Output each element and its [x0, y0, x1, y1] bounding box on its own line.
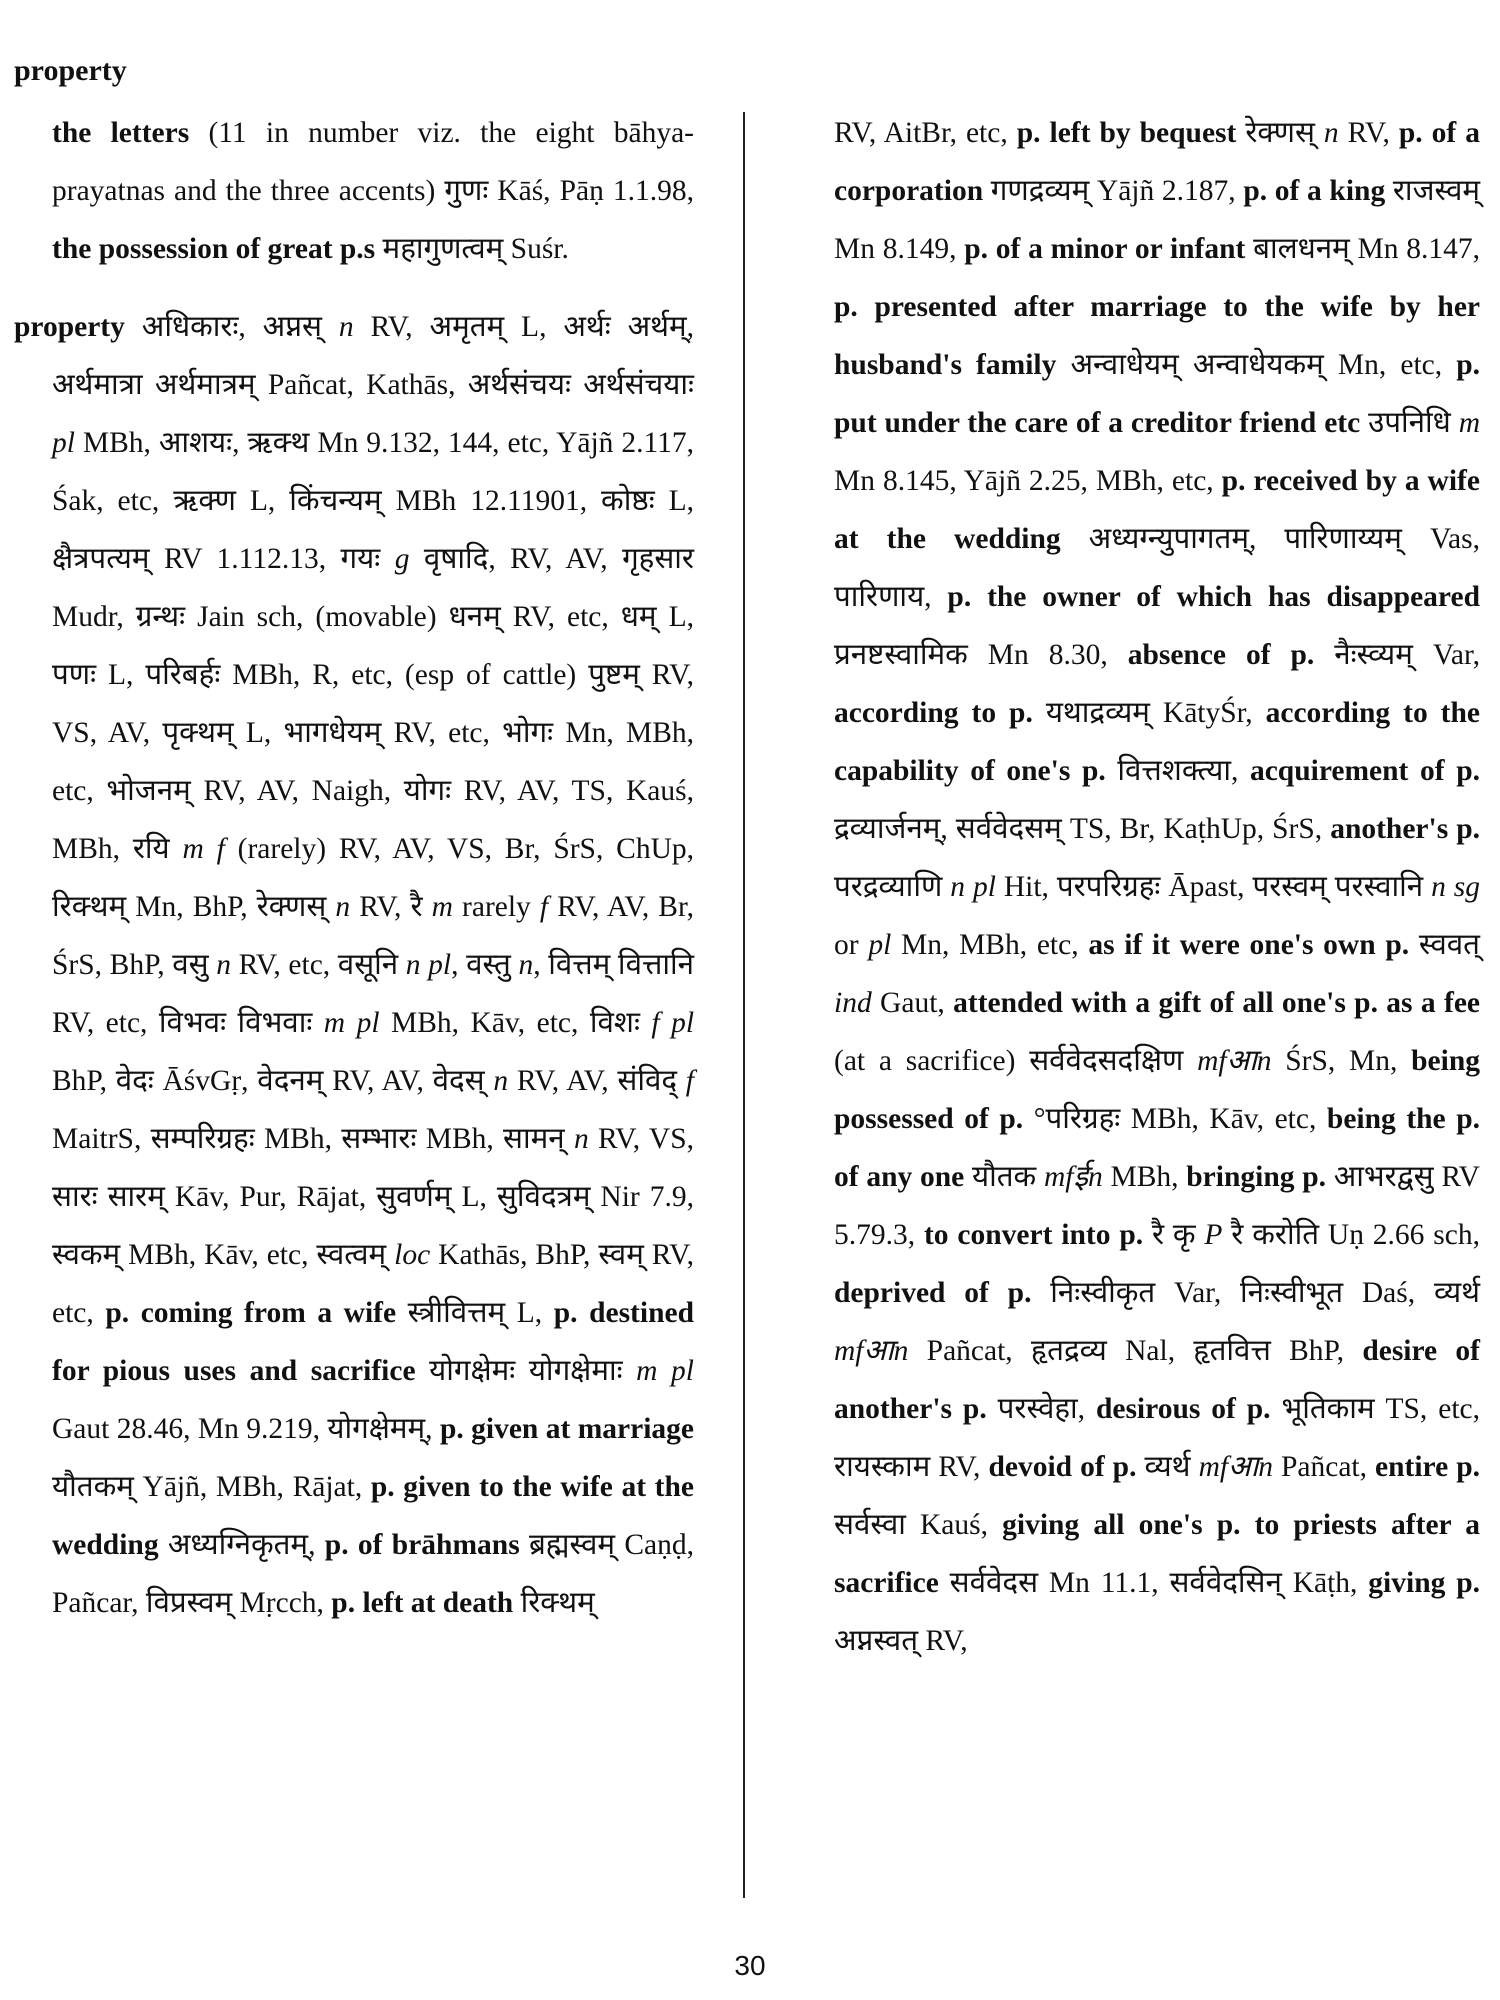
entry-text: रै कृ [1143, 1219, 1205, 1251]
gloss-bold: p. given at marriage [439, 1413, 694, 1445]
entry-text: BhP, वेदः ĀśvGṛ, वेदनम् RV, AV, वेदस् [52, 1065, 494, 1097]
entry-text: RV, etc, वसूनि [230, 949, 406, 981]
grammar-italic: n pl [405, 949, 452, 981]
entry-text: अधिकारः, अप्नस् [124, 311, 339, 343]
right-column [834, 104, 1480, 1670]
entry-text: प्रनष्टस्वामिक Mn 8.30, [834, 639, 1128, 671]
entry-property [14, 298, 694, 1632]
grammar-italic: n [493, 1065, 509, 1097]
gloss-bold: acquirement of p. [1249, 755, 1480, 787]
entry-text: यौतक [964, 1161, 1044, 1193]
grammar-italic: n sg [1431, 871, 1481, 903]
gloss-bold: p. of brāhmans [324, 1529, 520, 1561]
entry-text: परस्वेहा, [986, 1393, 1096, 1425]
entry-text: MBh, [1102, 1161, 1187, 1193]
grammar-italic: f pl [651, 1007, 695, 1039]
grammar-italic: f [685, 1065, 694, 1097]
grammar-italic: g [394, 543, 410, 575]
entry-gap [14, 278, 694, 298]
entry-text: उपनिधि [1360, 407, 1459, 439]
gloss-bold: entire p. [1375, 1451, 1480, 1483]
entry-text: अध्यग्न्युपागतम्, पारिणाय्यम् Vas, पारिणाय, [834, 523, 1480, 613]
entry-text: निःस्वीकृत Var, निःस्वीभूत Daś, व्यर्थ [1031, 1277, 1481, 1309]
gloss-bold: p. left at death [331, 1587, 514, 1619]
entry-text: MBh, आशयः, ऋक्थ Mn 9.132, 144, etc, Yājñ 2.117, Śak, etc, ऋक्ण L, किंचन्यम् MBh 12.11901, कोष्ठः L, क्षैत्रपत्यम् RV 1.112.13, गयः [52, 427, 694, 575]
entry-text: RV, रै [350, 891, 432, 923]
entry-text: रै करोति Uṇ 2.66 sch, [1222, 1219, 1480, 1251]
gloss-bold: devoid of p. [988, 1451, 1137, 1483]
entry-continuation [14, 104, 694, 278]
entry-text: राजस्वम् Mn 8.149, [834, 175, 1480, 265]
entry-text: स्त्रीवित्तम् L, [396, 1297, 554, 1329]
entry-text: अन्वाधेयम् अन्वाधेयकम् Mn, etc, [1056, 349, 1457, 381]
entry-text: RV, VS, सारः सारम् Kāv, Pur, Rājat, सुवर्णम् L, सुविदत्रम् Nir 7.9, स्वकम् MBh, Kāv, etc, स्वत्वम् [52, 1123, 694, 1271]
entry-text: °परिग्रहः MBh, Kāv, etc, [1023, 1103, 1327, 1135]
entry-text: (rarely) RV, AV, VS, Br, ŚrS, ChUp, रिक्थम् Mn, BhP, रेक्णस् [52, 833, 695, 923]
grammar-italic: m [431, 891, 453, 923]
entry-text: सर्ववेदस Mn 11.1, सर्ववेदसिन् Kāṭh, [938, 1567, 1369, 1599]
entry-text: आभरद्वसु RV 5.79.3, [834, 1161, 1480, 1251]
grammar-italic: m pl [323, 1007, 380, 1039]
entry-text: वृषादि, RV, AV, गृहसार Mudr, ग्रन्थः Jain sch, (movable) धनम् RV, etc, धम् L, पणः L, परिबर्हः MBh, R, etc, (esp of cattle) पुष्टम् RV, VS, AV, पृक्थम् L, भागधेयम् RV, etc, भोगः Mn, MBh, etc, भोजनम् RV, AV, Naigh, योगः RV, AV, TS, Kauś, MBh, रयि [52, 543, 694, 865]
entry-text: Gaut 28.46, Mn 9.219, योगक्षेमम्, [52, 1413, 440, 1445]
entry-text: रेक्णस् [1236, 117, 1324, 149]
entry-text: RV, [1338, 117, 1399, 149]
gloss-bold: p. of a king [1243, 175, 1386, 207]
entry-text: ŚrS, Mn, [1271, 1045, 1412, 1077]
gloss-bold: as if it were one's own p. [1088, 929, 1410, 961]
entry-text: MBh, Kāv, etc, विशः [379, 1007, 652, 1039]
grammar-italic: mfईn [1043, 1161, 1103, 1193]
gloss-bold: p. put under the care of a creditor friend etc [834, 349, 1481, 439]
grammar-italic: n [338, 311, 354, 343]
entry-text: वित्तशक्त्या, [1105, 755, 1250, 787]
grammar-italic: mfआn [834, 1335, 909, 1367]
grammar-italic: m pl [636, 1355, 694, 1387]
entry-text: यथाद्रव्यम् KātyŚr, [1032, 697, 1266, 729]
entry-text: RV, AV, संविद् [508, 1065, 686, 1097]
grammar-italic: mfआn [1198, 1451, 1273, 1483]
gloss-bold: p. presented after marriage to the wife by her husband's family [834, 291, 1480, 381]
entry-text: सर्वस्वा Kauś, [834, 1509, 1003, 1541]
grammar-italic: n [216, 949, 231, 981]
entry-text: स्ववत् [1409, 929, 1480, 961]
entry-text: बालधनम् Mn 8.147, [1245, 233, 1481, 265]
page-number: 30 [734, 1950, 766, 1981]
grammar-italic: f [539, 891, 549, 923]
entry-text: or [834, 929, 869, 961]
gloss-bold: p. coming from a wife [105, 1297, 397, 1329]
gloss-bold: bringing p. [1186, 1161, 1327, 1193]
gloss-bold: attended with a gift of all one's p. as a fee [953, 987, 1481, 1019]
entry-text: Pañcat, हृतद्रव्य Nal, हृतवित्त BhP, [908, 1335, 1363, 1367]
entry-text: गणद्रव्यम् Yājñ 2.187, [983, 175, 1244, 207]
gloss-bold: p. the owner of which has disappeared [947, 581, 1480, 613]
gloss-bold: p. destined for pious uses and sacrifice [52, 1297, 694, 1387]
running-head: property [14, 54, 127, 87]
grammar-italic: n [518, 949, 534, 981]
grammar-italic: mfआn [1197, 1045, 1272, 1077]
gloss-bold: giving p. [1368, 1567, 1480, 1599]
gloss-bold: according to p. [834, 697, 1033, 729]
gloss-bold: the possession of great p.s [52, 233, 376, 265]
entry-text: rarely [452, 891, 540, 923]
entry-text: Pañcat, [1272, 1451, 1376, 1483]
gloss-bold: p. left by bequest [1016, 117, 1237, 149]
entry-text: (11 in number viz. the eight bāhya-prayatnas and the three accents) गुणः Kāś, Pāṇ 1.1.98, [52, 117, 694, 207]
grammar-italic: n [1323, 117, 1339, 149]
gloss-bold: giving all one's p. to priests after a sacrifice [834, 1509, 1480, 1599]
entry-text: , वस्तु [451, 949, 519, 981]
grammar-italic: m [1458, 407, 1481, 439]
entry-text: भूतिकाम TS, etc, रायस्काम RV, [834, 1393, 1480, 1483]
entry-text: नैःस्व्यम् Var, [1314, 639, 1480, 671]
left-column [14, 104, 694, 1632]
entry-text: RV, अमृतम् L, अर्थः अर्थम्, अर्थमात्रा अर्थमात्रम् Pañcat, Kathās, अर्थसंचयः अर्थसंचयाः [52, 311, 694, 401]
gloss-bold: p. given to the wife at the wedding [52, 1471, 694, 1561]
entry-text: परद्रव्याणि [834, 871, 951, 903]
gloss-bold: desirous of p. [1095, 1393, 1271, 1425]
grammar-italic: n pl [950, 871, 996, 903]
grammar-italic: n [335, 891, 351, 923]
entry-text: व्यर्थ [1136, 1451, 1199, 1483]
gloss-bold: being the p. of any one [834, 1103, 1480, 1193]
column-divider [743, 112, 745, 1898]
entry-text: Hit, परपरिग्रहः Āpast, परस्वम् परस्वानि [995, 871, 1432, 903]
grammar-italic: n [573, 1123, 589, 1155]
grammar-italic: P [1204, 1219, 1223, 1251]
gloss-bold: the letters [52, 117, 190, 149]
grammar-italic: loc [394, 1239, 431, 1271]
entry-text: Mn, MBh, etc, [891, 929, 1089, 961]
gloss-bold: desire of another's p. [834, 1335, 1480, 1425]
entry-text: ब्रह्मस्वम् Caṇḍ, Pañcar, विप्रस्वम् Mṛcch, [52, 1529, 694, 1619]
grammar-italic: pl [52, 427, 75, 459]
gloss-bold: p. of a corporation [834, 117, 1480, 207]
entry-text: , वित्तम् वित्तानि RV, etc, विभवः विभवाः [52, 949, 695, 1039]
entry-text: MaitrS, सम्परिग्रहः MBh, सम्भारः MBh, सामन् [52, 1123, 574, 1155]
entry-text: Gaut, [871, 987, 954, 1019]
entry-text: अप्नस्वत् RV, [834, 1625, 968, 1657]
entry-text: Kathās, BhP, स्वम् RV, etc, [52, 1239, 694, 1329]
grammar-italic: pl [868, 929, 892, 961]
gloss-bold: p. received by a wife at the wedding [834, 465, 1480, 555]
gloss-bold: to convert into p. [923, 1219, 1144, 1251]
entry-text: RV, AV, Br, ŚrS, BhP, वसु [52, 891, 694, 981]
entry-text: यौतकम् Yājñ, MBh, Rājat, [52, 1471, 371, 1503]
entry-text: अध्यग्निकृतम्, [158, 1529, 325, 1561]
entry-text: महागुणत्वम् Suśr. [375, 233, 569, 265]
entry-text: Mn 8.145, Yājñ 2.25, MBh, etc, [834, 465, 1222, 497]
gloss-bold: absence of p. [1127, 639, 1315, 671]
gloss-bold: property [14, 311, 125, 343]
gloss-bold: another's p. [1330, 813, 1480, 845]
entry-text: योगक्षेमः योगक्षेमाः [415, 1355, 637, 1387]
entry-text: द्रव्यार्जनम्, सर्ववेदसम् TS, Br, KaṭhUp, ŚrS, [834, 813, 1331, 845]
gloss-bold: being possessed of p. [834, 1045, 1480, 1135]
entry-text: (at a sacrifice) सर्ववेदसदक्षिण [834, 1045, 1198, 1077]
grammar-italic: ind [834, 987, 872, 1019]
gloss-bold: deprived of p. [834, 1277, 1032, 1309]
gloss-bold: p. of a minor or infant [964, 233, 1246, 265]
entry-text: RV, AitBr, etc, [834, 117, 1017, 149]
entry-text: रिक्थम् [513, 1587, 595, 1619]
grammar-italic: m f [182, 833, 225, 865]
gloss-bold: according to the capability of one's p. [834, 697, 1480, 787]
entry-continued-text [834, 104, 1480, 1670]
